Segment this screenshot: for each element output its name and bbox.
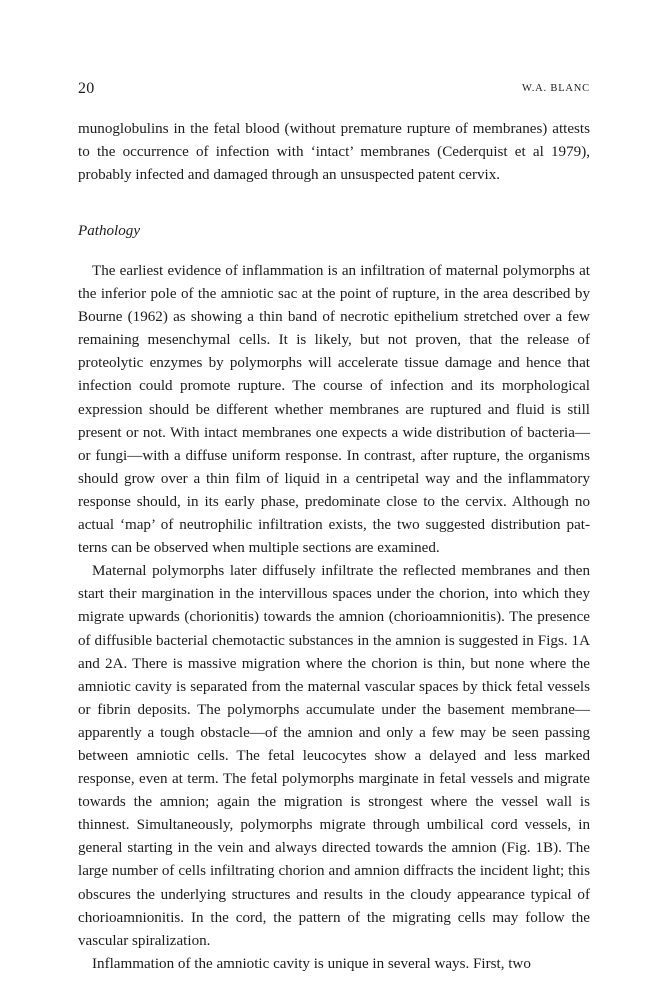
page-number: 20 — [78, 80, 95, 97]
section-heading: Pathology — [78, 223, 141, 239]
intro-paragraph: munoglobulins in the fetal blood (without premature rupture of membranes) attests to the occurrence of infection with ‘intact’ membranes (Cederquist et al 1979), probably infected and damaged through an unsuspected patent cervix. — [78, 121, 590, 184]
paragraph-1: The earliest evidence of inflammation is an infiltration of maternal polymorphs at the inferior pole of the amniotic sac at the point of rupture, in the area described by Bourne (1962) as showing a thin band of necrotic epithelium stretched over a few remaining mesenchymal cells. It is likely, but not proven, that the release of proteolytic enzymes by polymorphs will accelerate tissue damage and hence that infection could promote rupture. The course of infection and its morphological expression should be different whether membranes are ruptured and fluid is still present or not. With intact membranes one expects a wide distribution of bacteria—or fungi—with a diffuse uniform response. In contrast, after rupture, the organisms should grow over a thin film of liquid in a centripetal way and the inflammatory response should, in its early phase, predominate close to the cervix. Although no actual ‘map’ of neutrophilic infiltration exists, the two suggested distribution patterns can be observed when multiple sections are examined. — [78, 263, 590, 557]
paragraph-3: Inflammation of the amniotic cavity is unique in several ways. First, two — [92, 955, 531, 972]
intro-text-block — [78, 118, 590, 187]
running-head-author: W.A. BLANC — [522, 83, 590, 94]
running-head — [78, 80, 590, 100]
main-text-block — [78, 260, 590, 976]
paragraph-2: Maternal polymorphs later diffusely infiltrate the reflected membranes and then start their margination in the intervillous spaces under the chorion, into which they migrate upwards (chorionitis) towards the amnion (chorioamnionitis). The presence of diffusible bacterial chemotactic substances in the amnion is suggested in Figs. 1A and 2A. There is massive migration where the chorion is thin, but none where the amniotic cavity is separated from the maternal vascular spaces by thick fetal vessels or fibrin deposits. The polymorphs accumulate under the basement membrane—apparently a tough obstacle—of the amnion and only a few may be seen passing between amniotic cells. The fetal leucocytes show a delayed and less marked response, even at term. The fetal polymorphs marginate in fetal vessels and migrate towards the amnion; again the migration is strongest where the vessel wall is thinnest. Simultaneously, polymorphs migrate through umbilical cord vessels, in general starting in the vein and always directed towards the amnion (Fig. 1B). The large number of cells infiltrating chorion and amnion diffracts the incident light; this obscures the underlying structures and results in the cloudy appearance typical of chorioamnionitis. In the cord, the pattern of the migrating cells may follow the vascular spiralization. — [78, 563, 590, 949]
document-page — [78, 0, 590, 1000]
